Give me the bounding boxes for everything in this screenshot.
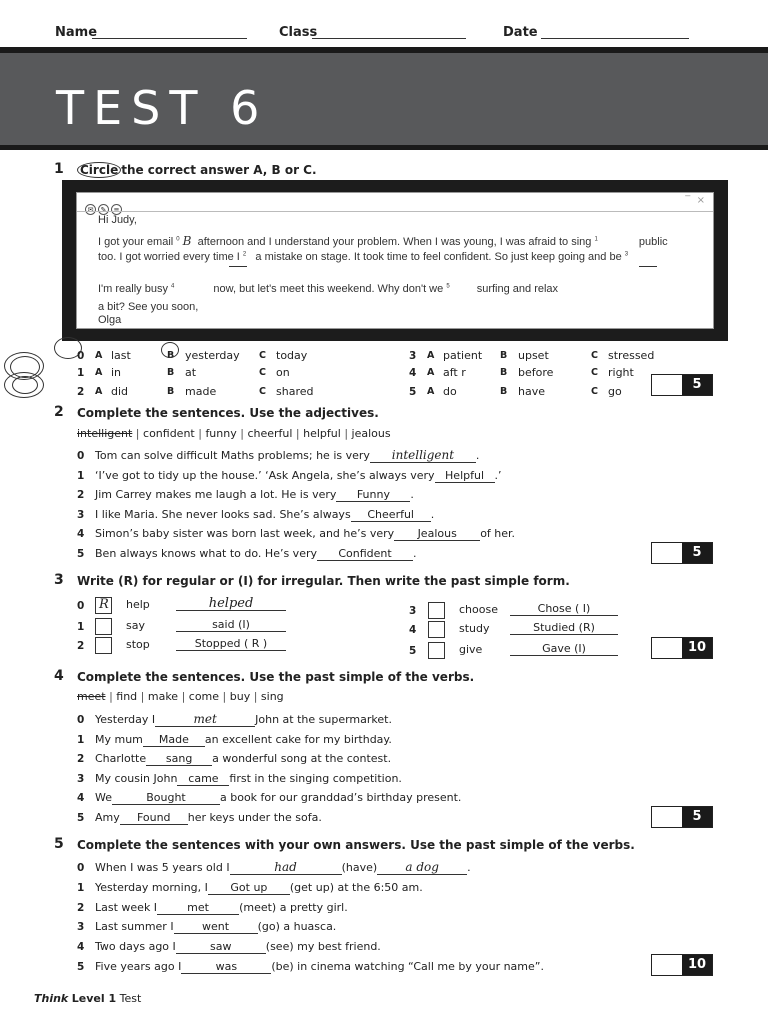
q1-title-rest: the correct answer A, B or C. [121, 163, 317, 177]
separator: | [132, 427, 144, 440]
q1-number: 1 [54, 161, 64, 177]
option-c[interactable]: go [608, 385, 622, 398]
option-c[interactable]: today [276, 349, 308, 362]
gap-number: 1 [594, 236, 598, 243]
q4-title: Complete the sentences. Use the past simple of the verbs. [77, 670, 475, 684]
answer-field[interactable]: met [157, 901, 239, 915]
item-number: 2 [77, 901, 85, 914]
sentence-text: Five years ago I [95, 960, 182, 973]
option-b[interactable]: upset [518, 349, 549, 362]
item-number: 4 [77, 792, 85, 805]
footer-brand: Think [34, 992, 69, 1005]
sentence-row [95, 733, 392, 747]
sentence-row [95, 901, 348, 915]
word-bank-item: sing [260, 690, 284, 703]
email-line-2 [98, 251, 628, 263]
sentence-text: . [467, 861, 471, 874]
option-b[interactable]: at [185, 366, 197, 379]
q5-number: 5 [54, 836, 64, 852]
handwritten-mark: R [99, 597, 109, 612]
gap-line [639, 266, 657, 267]
item-number: 3 [77, 508, 85, 521]
option-letter-b: B [500, 350, 508, 361]
option-c[interactable]: on [276, 366, 290, 379]
email-text: public [638, 236, 668, 248]
item-number: 0 [77, 714, 85, 726]
email-text: surfing and relax [476, 283, 559, 295]
sentence-text: Last week I [95, 900, 158, 914]
email-text: afternoon and I understand your problem. When I was young, I was afraid to sing [197, 236, 592, 248]
q5-score: 10 [682, 955, 712, 975]
answer-field[interactable]: Funny [336, 488, 410, 502]
option-a[interactable]: in [111, 366, 122, 379]
sentence-text: My cousin John [95, 771, 178, 785]
sentence-text: (get up) at the 6:50 am. [289, 880, 423, 894]
item-number: 0 [77, 862, 85, 874]
email-window [62, 180, 728, 341]
item-number: 0 [77, 450, 85, 462]
doodle-circle [12, 376, 38, 394]
sentence-text: Amy [95, 811, 120, 824]
answer-field[interactable]: Got up [208, 881, 290, 895]
email-text: I'm really busy [98, 283, 168, 295]
q4-score-box [651, 806, 713, 828]
past-form-field[interactable]: Studied (R) [510, 621, 618, 635]
q5-title: Complete the sentences with your own answers. Use the past simple of the verbs. [77, 838, 635, 852]
name-label: Name [55, 25, 98, 40]
item-number: 2 [77, 640, 85, 652]
item-number: 3 [77, 921, 85, 934]
option-a[interactable]: do [443, 385, 457, 398]
sentence-text: a book for our granddad’s birthday present. [220, 791, 462, 805]
email-body [76, 192, 714, 329]
gap-number: 0 [176, 236, 180, 243]
separator: | [250, 690, 261, 703]
regular-irregular-box[interactable] [428, 602, 445, 619]
option-c[interactable]: stressed [608, 349, 655, 362]
sentence-row [95, 861, 471, 875]
sentence-text: . [413, 547, 417, 560]
item-number: 5 [77, 548, 85, 560]
sentence-text: Ben always knows what to do. He’s very [95, 547, 317, 560]
q2-title: Complete the sentences. Use the adjectives. [77, 406, 379, 420]
separator: | [137, 690, 148, 703]
email-line-3 [98, 283, 558, 295]
q4-number: 4 [54, 668, 64, 684]
sentence-text: I like Maria. She never looks sad. She’s always [95, 507, 351, 521]
answer-field[interactable]: had [230, 861, 342, 875]
sentence-row [95, 940, 381, 954]
gap-line [229, 266, 247, 267]
sentence-row [95, 752, 391, 766]
item-number: 5 [77, 812, 85, 824]
sentence-row [95, 449, 479, 463]
email-text: now, but let's meet this weekend. Why don't we [213, 283, 444, 295]
separator: | [194, 427, 206, 440]
item-number: 2 [77, 753, 85, 766]
option-letter-c: C [259, 386, 266, 397]
word-bank-item: helpful [303, 427, 341, 440]
option-a[interactable]: did [111, 385, 129, 398]
answer-field[interactable]: saw [176, 940, 266, 954]
q1-score-box [651, 374, 713, 396]
option-letter-c: C [591, 386, 598, 397]
item-number: 5 [77, 961, 85, 973]
email-text: a mistake on stage. It took time to feel confident. So just keep going and be [255, 251, 622, 263]
past-form-field[interactable]: Chose ( I) [510, 602, 618, 616]
q2-word-bank [77, 427, 391, 440]
sentence-row [95, 713, 392, 727]
sentence-row [95, 772, 402, 786]
past-form-field[interactable]: Stopped ( R ) [176, 637, 286, 651]
sentence-text: first in the singing competition. [229, 771, 402, 785]
option-b[interactable]: have [518, 385, 545, 398]
sentence-text: Yesterday I [95, 713, 156, 726]
word-bank-item: cheerful [247, 427, 293, 440]
sentence-text: Charlotte [95, 752, 147, 766]
item-number: 2 [77, 489, 85, 502]
sentence-text: When I was 5 years old I [95, 861, 230, 874]
sentence-text: (see) my best friend. [265, 940, 381, 954]
verb: choose [459, 603, 498, 616]
email-signoff: Olga [98, 314, 122, 326]
q2-score-box [651, 542, 713, 564]
separator: | [178, 690, 189, 703]
word-bank-item: find [116, 690, 138, 703]
close-icon[interactable]: × [696, 195, 705, 206]
option-letter-c: C [591, 350, 598, 361]
date-field[interactable] [541, 38, 689, 39]
menu-icon[interactable]: ≡ [111, 204, 122, 215]
option-letter-b: B [500, 386, 508, 397]
answer-field[interactable]: met [155, 713, 255, 727]
email-line-4: a bit? See you soon, [98, 301, 199, 313]
option-letter-b: B [167, 367, 175, 378]
answer-field[interactable]: Bought [112, 791, 220, 805]
q5-score-box [651, 954, 713, 976]
regular-irregular-box[interactable] [428, 642, 445, 659]
class-field[interactable] [312, 38, 466, 39]
answer-field-2[interactable]: a dog [377, 861, 467, 875]
sentence-text: John at the supermarket. [255, 713, 392, 726]
sentence-text: her keys under the sofa. [187, 811, 322, 824]
past-form-field[interactable]: said (I) [176, 618, 286, 632]
word-bank-item: buy [229, 690, 251, 703]
separator: | [105, 690, 117, 703]
sentence-text: (go) a huasca. [257, 920, 337, 934]
sentence-text: an excellent cake for my birthday. [204, 732, 392, 746]
q3-score-box [651, 637, 713, 659]
answer-field[interactable]: came [177, 772, 229, 786]
answer-field[interactable]: Cheerful [351, 508, 431, 522]
q2-score: 5 [682, 543, 712, 563]
q3-score: 10 [682, 638, 712, 658]
sentence-row [95, 920, 336, 934]
sentence-text: . [430, 507, 435, 521]
item-number: 1 [77, 621, 85, 633]
option-b[interactable]: made [185, 385, 217, 398]
option-number: 2 [77, 386, 85, 398]
option-a[interactable]: patient [443, 349, 483, 362]
past-form-field[interactable]: helped [176, 597, 286, 611]
option-letter-a: A [95, 367, 103, 378]
sentence-row [95, 547, 417, 561]
sentence-text: Last summer I [95, 920, 174, 934]
gap-number: 4 [171, 283, 175, 290]
option-letter-b: B [500, 367, 508, 378]
option-letter-b: B [167, 386, 175, 397]
separator: | [292, 427, 304, 440]
item-number: 5 [409, 645, 417, 657]
sentence-row [95, 881, 423, 895]
q2-number: 2 [54, 404, 64, 420]
sentence-text: Jim Carrey makes me laugh a lot. He is very [95, 488, 337, 502]
q1-title [77, 163, 317, 177]
circle-word: Circle [77, 162, 121, 178]
sentence-text: . [410, 488, 414, 502]
sentence-text: Two days ago I [95, 940, 176, 954]
option-number: 1 [77, 367, 85, 379]
item-number: 1 [77, 469, 85, 482]
item-number: 4 [409, 624, 417, 636]
answer-field[interactable]: Jealous [394, 527, 480, 541]
email-text: too. I got worried every time I [98, 251, 240, 263]
gap-number: 3 [624, 251, 629, 258]
footer [34, 992, 141, 1005]
sentence-text: Simon’s baby sister was born last week, and he’s very [95, 527, 395, 541]
date-label: Date [503, 25, 538, 40]
verb: stop [126, 638, 150, 651]
option-number: 0 [77, 350, 85, 362]
option-letter-c: C [259, 367, 266, 378]
window-controls [685, 195, 705, 206]
handwritten-answer: B [182, 234, 192, 248]
word-bank-item: meet [77, 690, 106, 703]
sentence-text: (have) [341, 861, 378, 874]
sentence-row [95, 469, 502, 483]
answer-field[interactable]: Helpful [435, 469, 495, 483]
sentence-text: We [95, 791, 112, 805]
answer-field[interactable]: Found [120, 811, 188, 825]
gap-number: 2 [242, 251, 247, 258]
test-title: TEST 6 [56, 81, 269, 135]
class-label: Class [279, 25, 318, 40]
option-letter-a: A [427, 386, 435, 397]
item-number: 0 [77, 600, 85, 612]
q3-number: 3 [54, 572, 64, 588]
title-banner [0, 47, 768, 150]
sentence-text: of her. [480, 527, 516, 541]
option-letter-a: A [427, 350, 435, 361]
q3-title: Write (R) for regular or (I) for irregular. Then write the past simple form. [77, 574, 570, 588]
option-number: 4 [409, 367, 417, 379]
sentence-row [95, 508, 434, 522]
option-a[interactable]: last [111, 349, 131, 362]
option-b[interactable]: yesterday [185, 349, 240, 362]
answer-field[interactable]: sang [146, 752, 212, 766]
item-number: 1 [77, 733, 85, 746]
word-bank-item: jealous [351, 427, 391, 440]
regular-irregular-box[interactable] [95, 637, 112, 654]
verb: give [459, 643, 483, 656]
sentence-row [95, 791, 461, 805]
regular-irregular-box[interactable] [95, 618, 112, 635]
option-number: 5 [409, 386, 417, 398]
separator: | [236, 427, 248, 440]
word-bank-item: make [147, 690, 179, 703]
name-field[interactable] [92, 38, 247, 39]
sentence-text: (be) in cinema watching “Call me by your name”. [271, 960, 544, 973]
footer-level: Level 1 [71, 992, 117, 1005]
word-bank-item: come [188, 690, 220, 703]
verb: say [126, 619, 145, 632]
word-bank-item: intelligent [77, 427, 133, 440]
sentence-text: (meet) a pretty girl. [239, 900, 348, 914]
option-a[interactable]: aft r [443, 366, 466, 379]
item-number: 3 [77, 772, 85, 785]
q1-score: 5 [682, 375, 712, 395]
sentence-text: .’ [494, 468, 502, 482]
word-bank-item: funny [205, 427, 237, 440]
option-letter-c: C [259, 350, 266, 361]
option-c[interactable]: shared [276, 385, 314, 398]
email-line-1 [98, 234, 668, 248]
option-letter-a: A [427, 367, 435, 378]
answer-field[interactable]: Made [143, 733, 205, 747]
answer-field[interactable]: went [174, 920, 258, 934]
verb: study [459, 622, 490, 635]
mail-icon[interactable]: ✉ [85, 204, 96, 215]
q4-word-bank [77, 690, 284, 703]
word-bank-item: confident [143, 427, 195, 440]
option-number: 3 [409, 350, 417, 362]
footer-label: Test [119, 992, 142, 1005]
separator: | [340, 427, 352, 440]
attach-icon[interactable]: ✎ [98, 204, 109, 215]
q4-score: 5 [682, 807, 712, 827]
item-number: 4 [77, 941, 85, 954]
sentence-row [95, 960, 544, 974]
regular-irregular-box[interactable] [428, 621, 445, 638]
option-letter-a: A [95, 350, 103, 361]
regular-irregular-box[interactable] [95, 597, 112, 614]
separator: | [219, 690, 230, 703]
circled-answer-b [161, 342, 179, 358]
sentence-row [95, 488, 414, 502]
answer-field[interactable]: Confident [317, 547, 413, 561]
option-letter-a: A [95, 386, 103, 397]
option-letter-b: B [167, 350, 175, 361]
answer-field[interactable]: intelligent [370, 449, 476, 463]
option-b[interactable]: before [518, 366, 554, 379]
sentence-text: Tom can solve difficult Maths problems; he is very [95, 449, 370, 462]
sentence-text: My mum [95, 732, 143, 746]
past-form-field[interactable]: Gave (I) [510, 642, 618, 656]
gap-number: 5 [446, 283, 450, 290]
sentence-text: Yesterday morning, I [95, 880, 208, 894]
option-letter-c: C [591, 367, 598, 378]
sentence-text: . [475, 449, 480, 462]
sentence-row [95, 811, 322, 825]
item-number: 1 [77, 881, 85, 894]
sentence-row [95, 527, 515, 541]
item-number: 4 [77, 528, 85, 541]
sentence-text: ‘I’ve got to tidy up the house.’ ‘Ask Angela, she’s always very [95, 468, 435, 482]
minimize-icon[interactable]: ‾ [685, 195, 691, 206]
verb: help [126, 598, 150, 611]
email-text: I got your email [98, 236, 174, 248]
item-number: 3 [409, 605, 417, 617]
option-c[interactable]: right [608, 366, 634, 379]
answer-field[interactable]: was [181, 960, 271, 974]
sentence-text: a wonderful song at the contest. [212, 752, 392, 766]
email-greeting: Hi Judy, [98, 214, 137, 226]
toolbar-divider [77, 211, 713, 212]
